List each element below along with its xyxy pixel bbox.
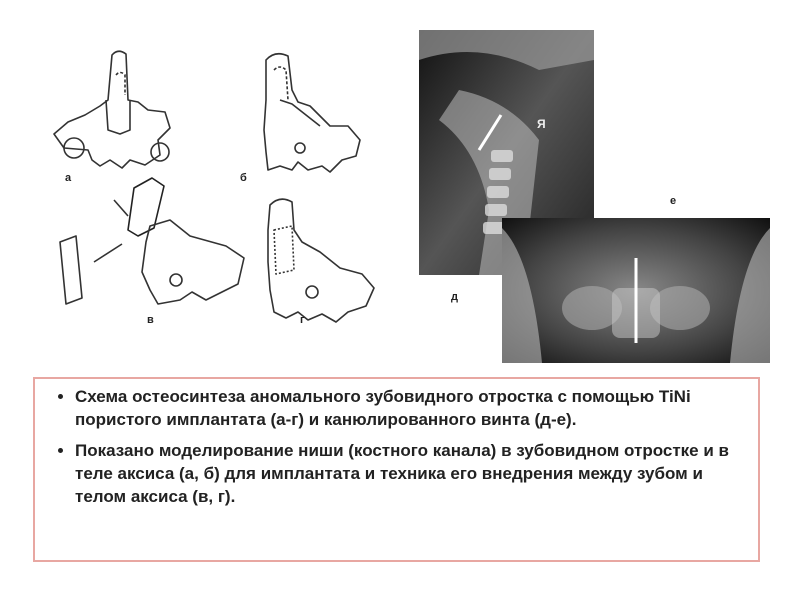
label-b: б <box>240 172 247 184</box>
label-a: а <box>65 172 72 184</box>
caption-box <box>33 377 760 562</box>
caption-bullet-2: • Показано моделирование ниши (костного канала) в зубовидном отростке и в теле аксиса (а, б) для имплантата и техника его внедрения между зубом и телом аксиса (в, г). <box>75 439 744 508</box>
caption-bullet-1: • Схема остеосинтеза аномального зубовидного отростка с помощью TiNi пористого имплантата (а-г) и канюлированного винта (д-е). <box>75 385 744 431</box>
drawing-a <box>54 51 170 168</box>
drawing-g <box>268 199 374 322</box>
label-g: г <box>300 314 305 326</box>
label-d: д <box>451 291 458 303</box>
caption-list <box>57 385 744 508</box>
label-v: в <box>147 314 154 326</box>
drawing-v <box>60 178 244 304</box>
drawing-b <box>264 54 360 172</box>
xray-frontal-image <box>502 218 770 363</box>
label-e: е <box>670 195 677 207</box>
xray-marker: Я <box>537 117 546 131</box>
axis-drawings <box>30 30 420 360</box>
